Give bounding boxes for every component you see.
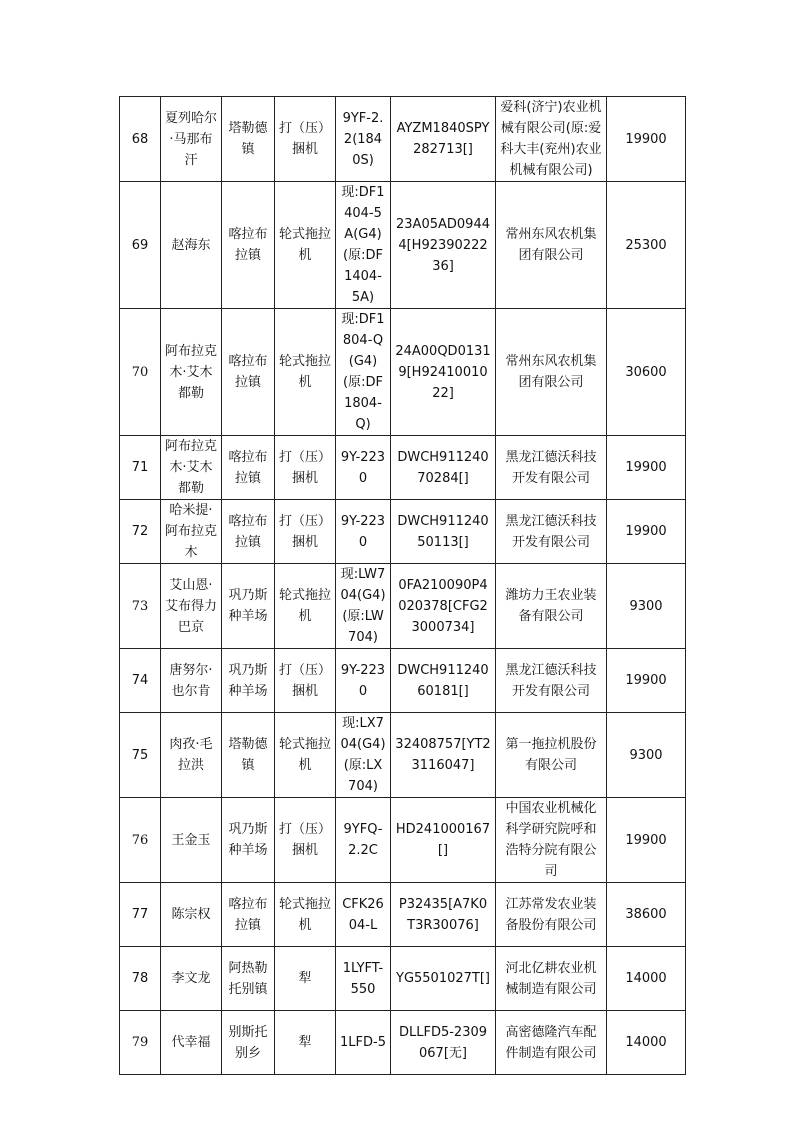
machine-model: CFK2604-L <box>336 883 391 947</box>
manufacturer: 黑龙江德沃科技开发有限公司 <box>496 649 607 713</box>
serial-number: 32408757[YT23116047] <box>391 713 496 798</box>
serial-number: 24A00QD01319[H9241001022] <box>391 309 496 436</box>
owner-name: 唐努尔·也尔肯 <box>161 649 222 713</box>
row-number: 69 <box>120 182 161 309</box>
table-row <box>120 883 686 947</box>
table-row <box>120 649 686 713</box>
table-row <box>120 713 686 798</box>
subsidy-amount: 38600 <box>607 883 686 947</box>
township: 喀拉布拉镇 <box>222 436 275 500</box>
subsidy-amount: 9300 <box>607 713 686 798</box>
manufacturer: 江苏常发农业装备股份有限公司 <box>496 883 607 947</box>
manufacturer: 黑龙江德沃科技开发有限公司 <box>496 500 607 564</box>
table-row <box>120 97 686 182</box>
township: 塔勒德镇 <box>222 713 275 798</box>
manufacturer: 潍坊力王农业装备有限公司 <box>496 564 607 649</box>
machine-model: 1LFD-5 <box>336 1011 391 1075</box>
serial-number: HD241000167[] <box>391 798 496 883</box>
township: 巩乃斯种羊场 <box>222 564 275 649</box>
serial-number: YG5501027T[] <box>391 947 496 1011</box>
subsidy-amount: 9300 <box>607 564 686 649</box>
machine-type: 轮式拖拉机 <box>275 182 336 309</box>
owner-name: 赵海东 <box>161 182 222 309</box>
owner-name: 艾山恩·艾布得力巴京 <box>161 564 222 649</box>
manufacturer: 黑龙江德沃科技开发有限公司 <box>496 436 607 500</box>
owner-name: 阿布拉克木·艾木都勒 <box>161 309 222 436</box>
row-number: 76 <box>120 798 161 883</box>
machine-model: 1LYFT-550 <box>336 947 391 1011</box>
machine-type: 打（压）捆机 <box>275 500 336 564</box>
machine-model: 现:DF1404-5A(G4)(原:DF1404-5A) <box>336 182 391 309</box>
machine-model: 9YF-2.2(1840S) <box>336 97 391 182</box>
manufacturer: 爱科(济宁)农业机械有限公司(原:爱科大丰(兖州)农业机械有限公司) <box>496 97 607 182</box>
row-number: 73 <box>120 564 161 649</box>
owner-name: 哈米提·阿布拉克木 <box>161 500 222 564</box>
machine-type: 打（压）捆机 <box>275 97 336 182</box>
row-number: 70 <box>120 309 161 436</box>
serial-number: AYZM1840SPY282713[] <box>391 97 496 182</box>
township: 喀拉布拉镇 <box>222 182 275 309</box>
table-row <box>120 182 686 309</box>
machine-model: 9Y-2230 <box>336 649 391 713</box>
table-row <box>120 564 686 649</box>
row-number: 75 <box>120 713 161 798</box>
machine-type: 轮式拖拉机 <box>275 309 336 436</box>
row-number: 72 <box>120 500 161 564</box>
owner-name: 王金玉 <box>161 798 222 883</box>
township: 巩乃斯种羊场 <box>222 798 275 883</box>
machine-type: 犁 <box>275 947 336 1011</box>
row-number: 79 <box>120 1011 161 1075</box>
machine-type: 打（压）捆机 <box>275 436 336 500</box>
manufacturer: 常州东风农机集团有限公司 <box>496 309 607 436</box>
subsidy-amount: 19900 <box>607 798 686 883</box>
machine-type: 轮式拖拉机 <box>275 564 336 649</box>
township: 塔勒德镇 <box>222 97 275 182</box>
township: 别斯托别乡 <box>222 1011 275 1075</box>
row-number: 78 <box>120 947 161 1011</box>
manufacturer: 高密德隆汽车配件制造有限公司 <box>496 1011 607 1075</box>
serial-number: DLLFD5-2309067[无] <box>391 1011 496 1075</box>
subsidy-amount: 14000 <box>607 947 686 1011</box>
table-row <box>120 798 686 883</box>
serial-number: 0FA210090P4020378[CFG23000734] <box>391 564 496 649</box>
machine-model: 9Y-2230 <box>336 500 391 564</box>
machine-model: 9Y-2230 <box>336 436 391 500</box>
owner-name: 阿布拉克木·艾木都勒 <box>161 436 222 500</box>
subsidy-amount: 30600 <box>607 309 686 436</box>
table-row <box>120 947 686 1011</box>
subsidy-amount: 25300 <box>607 182 686 309</box>
table-row <box>120 309 686 436</box>
row-number: 74 <box>120 649 161 713</box>
serial-number: DWCH91124060181[] <box>391 649 496 713</box>
machine-type: 打（压）捆机 <box>275 649 336 713</box>
serial-number: P32435[A7K0T3R30076] <box>391 883 496 947</box>
township: 喀拉布拉镇 <box>222 883 275 947</box>
subsidy-table <box>119 96 686 1075</box>
subsidy-amount: 19900 <box>607 500 686 564</box>
owner-name: 肉孜·毛拉洪 <box>161 713 222 798</box>
manufacturer: 河北亿耕农业机械制造有限公司 <box>496 947 607 1011</box>
township: 阿热勒托别镇 <box>222 947 275 1011</box>
machine-type: 犁 <box>275 1011 336 1075</box>
serial-number: DWCH91124070284[] <box>391 436 496 500</box>
table-row <box>120 500 686 564</box>
subsidy-amount: 19900 <box>607 649 686 713</box>
township: 喀拉布拉镇 <box>222 500 275 564</box>
serial-number: DWCH91124050113[] <box>391 500 496 564</box>
machine-model: 现:LW704(G4)(原:LW704) <box>336 564 391 649</box>
subsidy-amount: 19900 <box>607 436 686 500</box>
machine-model: 9YFQ-2.2C <box>336 798 391 883</box>
manufacturer: 中国农业机械化科学研究院呼和浩特分院有限公司 <box>496 798 607 883</box>
machine-model: 现:DF1804-Q(G4)(原:DF1804-Q) <box>336 309 391 436</box>
table-row <box>120 1011 686 1075</box>
township: 喀拉布拉镇 <box>222 309 275 436</box>
machine-type: 打（压）捆机 <box>275 798 336 883</box>
table-row <box>120 436 686 500</box>
manufacturer: 第一拖拉机股份有限公司 <box>496 713 607 798</box>
machine-model: 现:LX704(G4)(原:LX704) <box>336 713 391 798</box>
manufacturer: 常州东风农机集团有限公司 <box>496 182 607 309</box>
owner-name: 李文龙 <box>161 947 222 1011</box>
machine-type: 轮式拖拉机 <box>275 883 336 947</box>
owner-name: 陈宗权 <box>161 883 222 947</box>
serial-number: 23A05AD09444[H9239022236] <box>391 182 496 309</box>
owner-name: 代幸福 <box>161 1011 222 1075</box>
township: 巩乃斯种羊场 <box>222 649 275 713</box>
subsidy-amount: 14000 <box>607 1011 686 1075</box>
row-number: 77 <box>120 883 161 947</box>
row-number: 68 <box>120 97 161 182</box>
machine-type: 轮式拖拉机 <box>275 713 336 798</box>
subsidy-amount: 19900 <box>607 97 686 182</box>
row-number: 71 <box>120 436 161 500</box>
owner-name: 夏列哈尔·马那布汗 <box>161 97 222 182</box>
